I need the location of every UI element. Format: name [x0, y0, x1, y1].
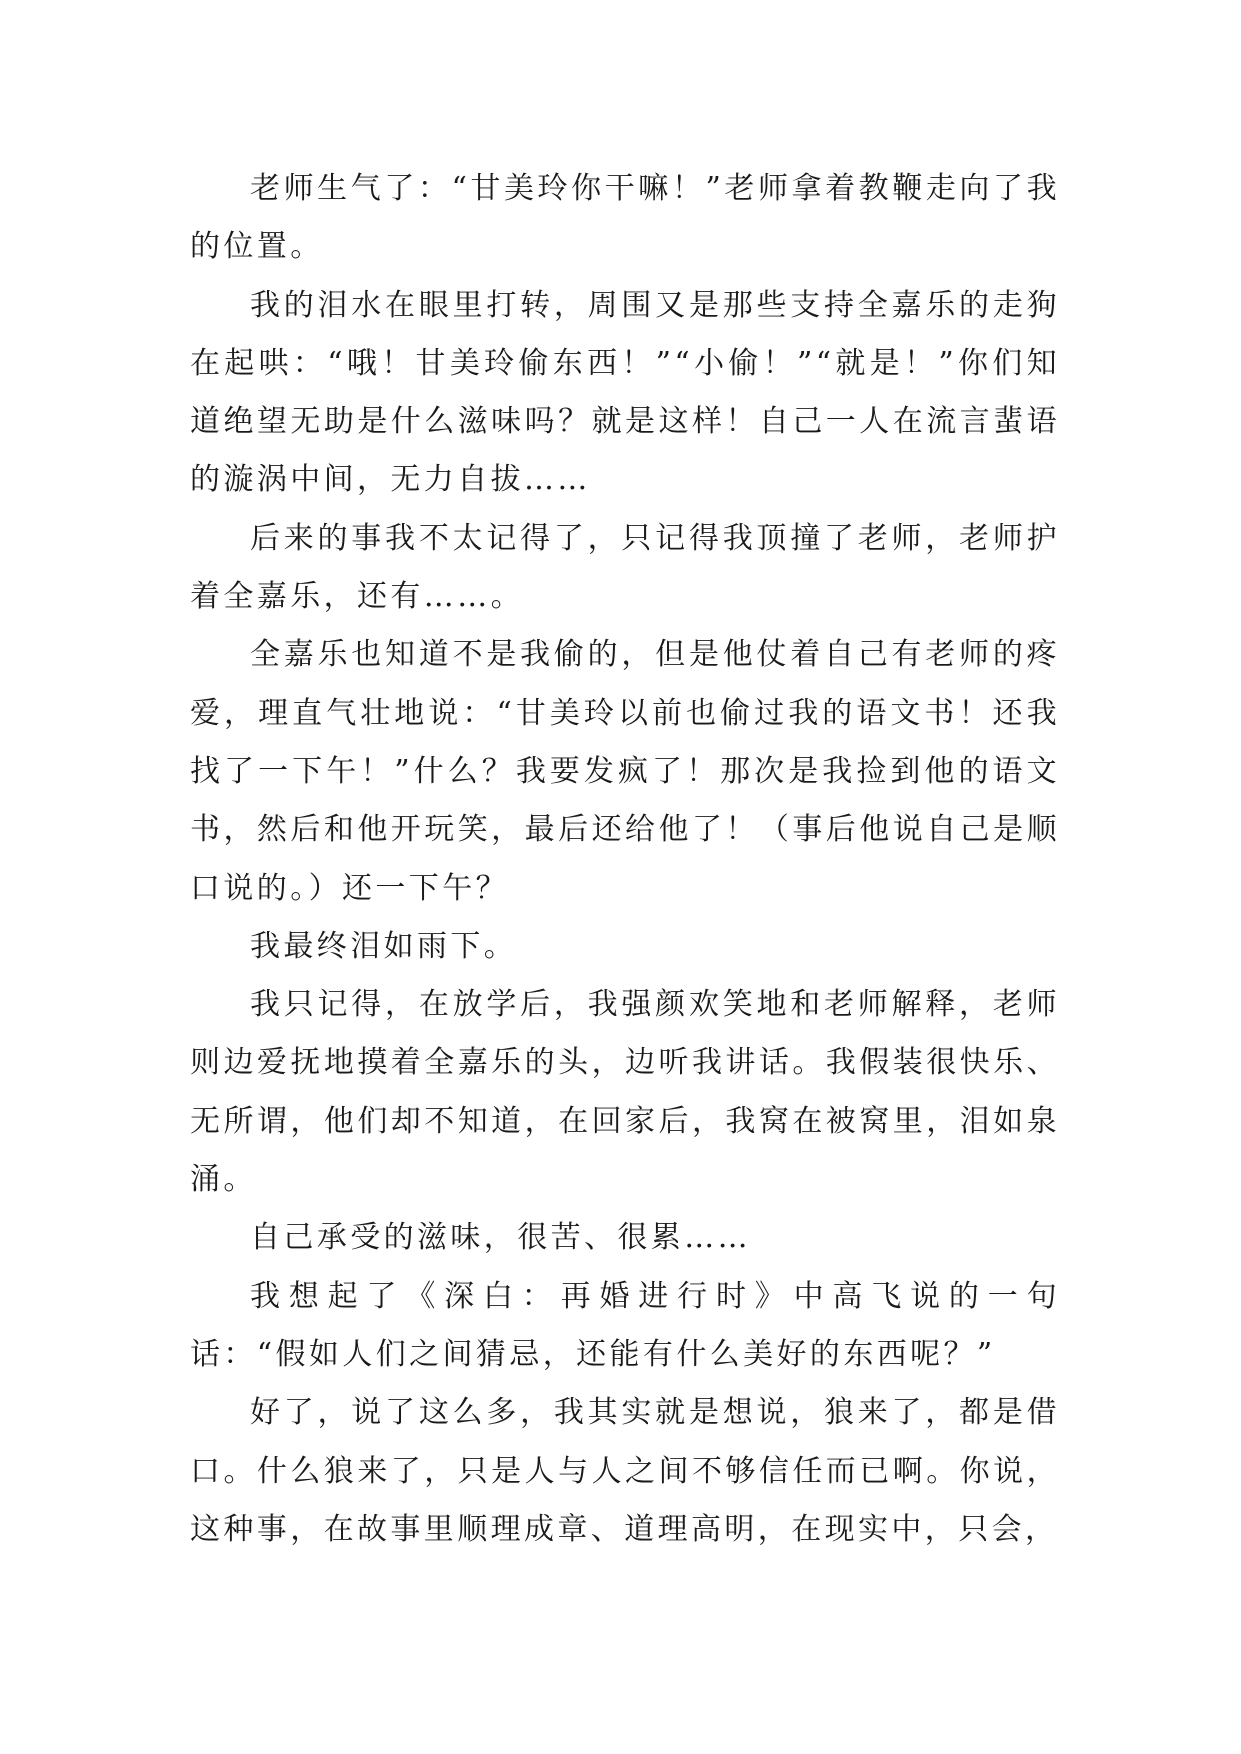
paragraph: 好了，说了这么多，我其实就是想说，狼来了，都是借口。什么狼来了，只是人与人之间不够信任而已啊。你说，这种事，在故事里顺理成章、道理高明，在现实中，只会， — [190, 1395, 1060, 1547]
paragraph: 自己承受的滋味，很苦、很累…… — [250, 1220, 751, 1256]
paragraph: 后来的事我不太记得了，只记得我顶撞了老师，老师护着全嘉乐，还有……。 — [190, 520, 1060, 615]
paragraph: 老师生气了：“甘美玲你干嘛！”老师拿着教鞭走向了我的位置。 — [190, 171, 1060, 265]
paragraph: 我的泪水在眼里打转，周围又是那些支持全嘉乐的走狗在起哄：“哦！甘美玲偷东西！”“小偷！”“就是！”你们知道绝望无助是什么滋味吗？就是这样！自己一人在流言蜚语的漩涡中间，无力自拔…… — [190, 287, 1060, 498]
paragraph: 我最终泪如雨下。 — [250, 928, 518, 964]
paragraph: 我想起了《深白：再婚进行时》中高飞说的一句话：“假如人们之间猜忌，还能有什么美好的东西呢？” — [190, 1278, 1060, 1372]
paragraph: 全嘉乐也知道不是我偷的，但是他仗着自己有老师的疼爱，理直气壮地说：“甘美玲以前也偷过我的语文书！还我找了一下午！”什么？我要发疯了！那次是我捡到他的语文书，然后和他开玩笑，最后还给他了！（事后他说自己是顺口说的。）还一下午？ — [190, 637, 1060, 906]
paragraph: 我只记得，在放学后，我强颜欢笑地和老师解释，老师则边爱抚地摸着全嘉乐的头，边听我讲话。我假装很快乐、无所谓，他们却不知道，在回家后，我窝在被窝里，泪如泉涌。 — [190, 987, 1060, 1198]
document-body — [190, 160, 1060, 1559]
